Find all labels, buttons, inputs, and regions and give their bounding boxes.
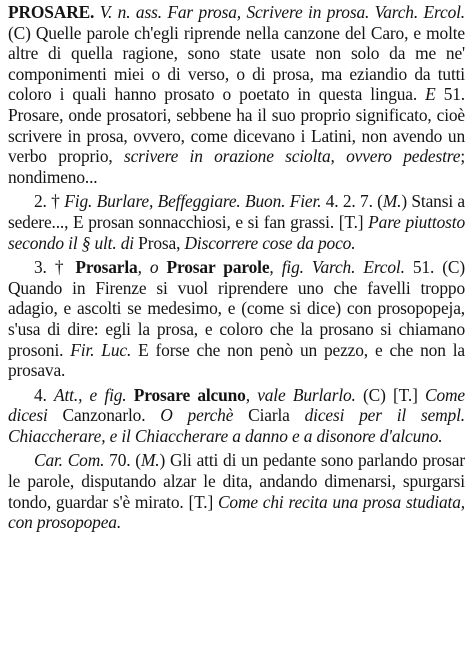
entry-text-segment: M. [140, 450, 160, 471]
entry-text-segment: , e il [101, 425, 135, 446]
entry-text-segment: ; nondimeno... [8, 146, 465, 187]
entry-text-segment: Fir. Luc. [70, 339, 132, 360]
entry-text-segment: ) Gli atti di un pedante sono parlando prosar le parole, disputando alzar le dita, andando dimenarsi, spurgarsi tondo, guardar s'è mirato. [T.] [8, 450, 466, 512]
entry-text-segment: 4. 2. 7. ( [321, 191, 383, 212]
entry-text-segment: Prosare alcuno [126, 384, 246, 405]
entry-text-segment: (C) [T.] [355, 384, 425, 405]
entry-citation-car-com [8, 450, 465, 532]
entry-text-segment: 51. (C) Quando in Firenze si vuol riprendere uno che favelli troppo adagio, e ascolti se medesimo, e (come si dice) con prosopopeja, s'usa di dire: egli la prosa, e coloro che la prosano si chiamano prosoni. [8, 257, 466, 360]
entry-text-segment: E [425, 84, 436, 105]
entry-text-segment: dicesi per il sempl. [304, 405, 465, 426]
entry-text-segment: , o [137, 257, 167, 278]
entry-text-segment: a danno e a disonore d'alcuno. [228, 425, 443, 446]
entry-text-segment: Fig. Burlare, Beffeggiare. Buon. Fier. [64, 191, 322, 212]
entry-text-segment: Chiaccherare [8, 425, 102, 446]
entry-text-segment: , fig. Varch. Ercol. [269, 257, 405, 278]
entry-text-segment: Att., e fig. [54, 384, 127, 405]
entry-text-segment: , vale Burlarlo. [245, 384, 356, 405]
entry-text-segment: Prosar parole [166, 257, 270, 278]
entry-text-segment: 51. Prosare, onde prosatori, sebbene ha il suo proprio significato, cioè scrivere in prosa, ovvero, come dicevano i Latini, non avendo un verbo proprio, [8, 84, 465, 167]
entry-text-segment: scrivere in orazione sciolta, ovvero pedestre [123, 146, 461, 167]
entry-text-segment: Canzonarlo. [47, 405, 161, 426]
entry-text-segment: PROSARE. [8, 2, 95, 22]
entry-sense-3 [8, 257, 465, 381]
entry-text-segment: Prosarla [75, 257, 138, 278]
entry-text-segment: V. n. ass. Far prosa, Scrivere in prosa. Varch. Ercol. [94, 2, 465, 22]
entry-text-segment: M. [382, 191, 402, 212]
entry-text-segment: O perchè [160, 405, 234, 426]
entry-text-segment: 4. [34, 384, 55, 405]
entry-text-segment: Chiaccherare [134, 425, 229, 446]
entry-text-segment: Car. Com. [34, 450, 105, 471]
entry-prosare [8, 2, 465, 187]
entry-text-segment: Pare piuttosto secondo il § ult. di [8, 211, 465, 253]
entry-text-segment: Come dicesi [8, 384, 465, 426]
entry-text-segment: Discorrere cose da poco. [184, 232, 356, 253]
entry-text-segment: 70. ( [104, 450, 141, 471]
entry-text-segment: Ciarla [233, 405, 305, 426]
entry-sense-2 [8, 191, 465, 253]
entry-text-segment: (C) Quelle parole ch'egli riprende nella canzone del Caro, e molte altre di quella ragione, sono state usate non solo da me ne' componimenti miei o di verso, o di prosa, ma eziandio da tutti coloro i quali hanno prosato o poetato in questa lingua. [8, 22, 465, 105]
entry-text-segment: 3. † [34, 257, 76, 278]
entry-text-segment: 2. † [34, 191, 65, 212]
entry-text-segment: ) Stansi a sedere..., E prosan sonnacchiosi, e si fan grassi. [T.] [8, 191, 465, 232]
entry-text-segment: Come chi recita una prosa studiata, con prosopopea. [8, 491, 465, 533]
entry-text-segment: E forse che non penò un pezzo, e che non la prosava. [8, 339, 465, 381]
entry-text-segment: Prosa, [133, 232, 185, 253]
entry-sense-4 [8, 385, 465, 447]
